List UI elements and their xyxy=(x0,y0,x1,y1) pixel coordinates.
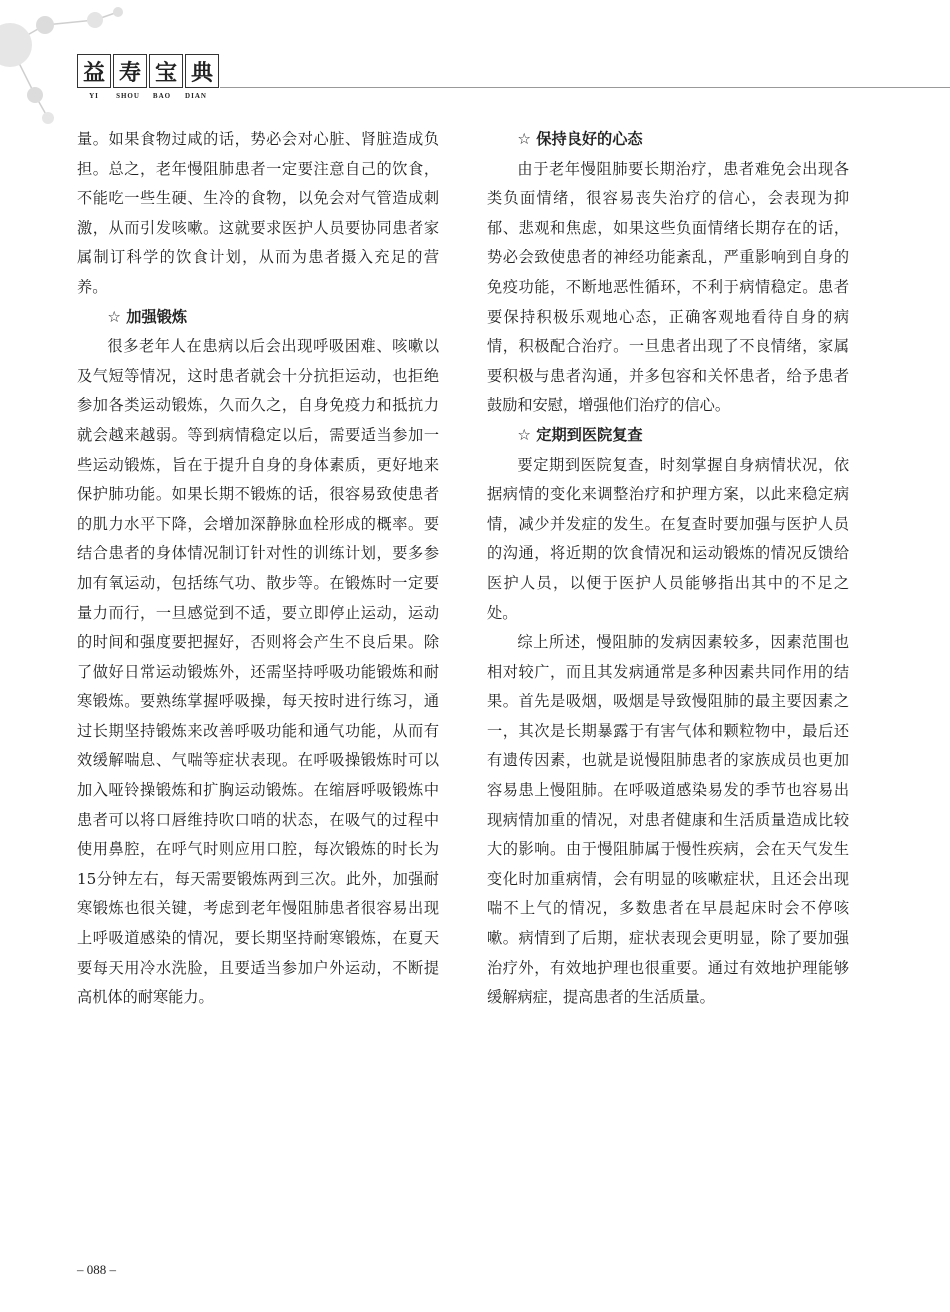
magazine-title xyxy=(77,54,219,88)
title-char: 典 xyxy=(185,54,219,88)
page-number: – 088 – xyxy=(77,1262,116,1277)
paragraph: 综上所述，慢阻肺的发病因素较多，因素范围也相对较广，而且其发病通常是多种因素共同作用的结果。首先是吸烟，吸烟是导致慢阻肺的最主要因素之一，其次是长期暴露于有害气体和颗粒物中，最后还有遗传因素，也就是说慢阻肺患者的家族成员也更加容易患上慢阻肺。在呼吸道感染易发的季节也容易出现病情加重的情况，对患者健康和生活质量造成比较大的影响。由于慢阻肺属于慢性疾病，会在天气发生变化时加重病情，会有明显的咳嗽症状，且还会出现喘不上气的情况，多数患者在早晨起床时会不停咳嗽。病情到了后期，症状表现会更明显，除了要加强治疗外，有效地护理也很重要。通过有效地护理能够缓解病症，提高患者的生活质量。 xyxy=(487,633,849,1007)
left-column xyxy=(77,125,439,1013)
pinyin-syllable: SHOU xyxy=(116,92,140,100)
pinyin-syllable: DIAN xyxy=(185,92,207,100)
section-heading: ☆ 保持良好的心态 xyxy=(517,130,643,148)
paragraph: 很多老年人在患病以后会出现呼吸困难、咳嗽以及气短等情况，这时患者就会十分抗拒运动，也拒绝参加各类运动锻炼，久而久之，自身免疫力和抵抗力就会越来越弱。等到病情稳定以后，需要适当参加一些运动锻炼，旨在于提升自身的身体素质，更好地来保护肺功能。如果长期不锻炼的话，很容易致使患者的肌力水平下降，会增加深静脉血栓形成的概率。要结合患者的身体情况制订针对性的训练计划，要多参加有氧运动，包括练气功、散步等。在锻炼时一定要量力而行，一旦感觉到不适，要立即停止运动，运动的时间和强度要把握好，否则将会产生不良后果。除了做好日常运动锻炼外，还需坚持呼吸功能锻炼和耐寒锻炼。要熟练掌握呼吸操，每天按时进行练习，通过长期坚持锻炼来改善呼吸功能和通气功能，从而有效缓解喘息、气喘等症状表现。在呼吸操锻炼时可以加入哑铃操锻炼和扩胸运动锻炼。在缩唇呼吸锻炼中患者可以将口唇维持吹口哨的状态，在吸气的过程中使用鼻腔，在呼气时则应用口腔，每次锻炼的时长为15分钟左右，每天需要锻炼两到三次。此外，加强耐寒锻炼也很关键，考虑到老年慢阻肺患者很容易出现上呼吸道感染的情况，要长期坚持耐寒锻炼，在夏天要每天用冷水洗脸，且要适当参加户外运动，不断提高机体的耐寒能力。 xyxy=(77,337,439,1007)
magazine-pinyin xyxy=(77,92,219,100)
paragraph: 量。如果食物过咸的话，势必会对心脏、肾脏造成负担。总之，老年慢阻肺患者一定要注意自己的饮食，不能吃一些生硬、生冷的食物，以免会对气管造成刺激，从而引发咳嗽。这就要求医护人员要协同患者家属制订科学的饮食计划，从而为患者摄入充足的营养。 xyxy=(77,130,439,296)
magazine-header xyxy=(77,54,219,100)
paragraph: 要定期到医院复查，时刻掌握自身病情状况，依据病情的变化来调整治疗和护理方案，以此来稳定病情，减少并发症的发生。在复查时要加强与医护人员的沟通，将近期的饮食情况和运动锻炼的情况反馈给医护人员，以便于医护人员能够指出其中的不足之处。 xyxy=(487,455,849,622)
title-char: 宝 xyxy=(149,54,183,88)
title-char: 寿 xyxy=(113,54,147,88)
header-divider xyxy=(220,87,950,88)
section-heading: ☆ 定期到医院复查 xyxy=(517,425,643,444)
right-column xyxy=(487,125,849,1013)
section-heading: ☆ 加强锻炼 xyxy=(107,307,188,326)
paragraph: 由于老年慢阻肺要长期治疗，患者难免会出现各类负面情绪，很容易丧失治疗的信心，会表现为抑郁、悲观和焦虑，如果这些负面情绪长期存在的话，势必会致使患者的神经功能紊乱，严重影响到自身的免疫功能，不断地恶性循环，不利于病情稳定。患者要保持积极乐观地心态，正确客观地看待自身的病情，积极配合治疗。一旦患者出现了不良情绪，家属要积极与患者沟通，并多包容和关怀患者，给予患者鼓励和安慰，增强他们治疗的信心。 xyxy=(487,159,849,415)
pinyin-syllable: YI xyxy=(89,92,99,100)
pinyin-syllable: BAO xyxy=(152,92,172,100)
title-char: 益 xyxy=(77,54,111,88)
